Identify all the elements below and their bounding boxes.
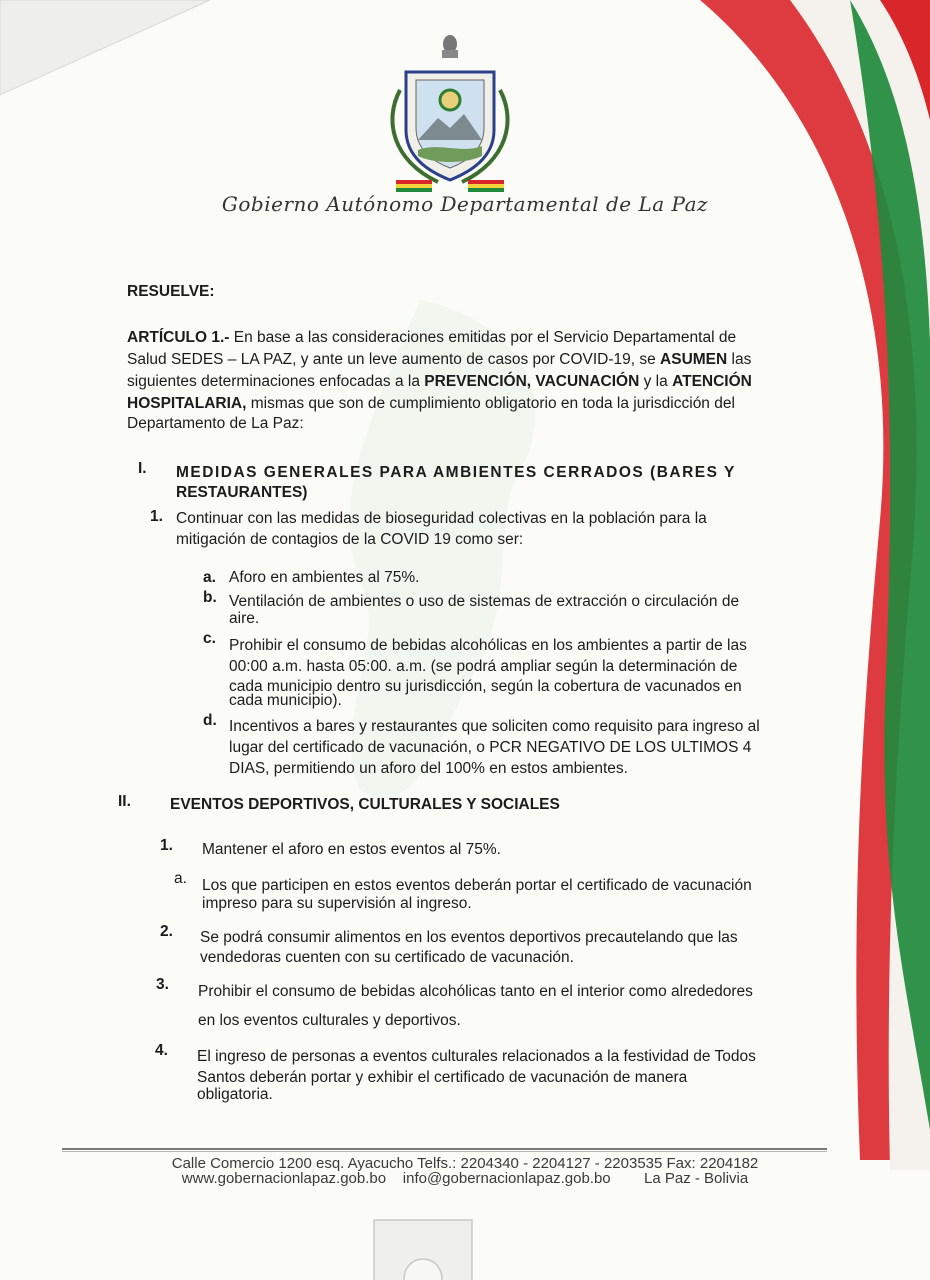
section2-item2-line2: vendedoras cuenten con su certificado de vacunación. — [200, 949, 574, 966]
article-label: ARTÍCULO 1.- — [127, 329, 230, 346]
subitem-a-line1: Aforo en ambientes al 75%. — [229, 569, 420, 586]
section2-item4-line3: obligatoria. — [197, 1086, 273, 1103]
section1-numeral: I. — [138, 460, 147, 477]
footer-address: Calle Comercio 1200 esq. Ayacucho Telfs.: 2204340 - 2204127 - 2203535 Fax: 2204182 — [171, 1155, 759, 1172]
article-line-1: ARTÍCULO 1.- En base a las consideraciones emitidas por el Servicio Departamental de — [127, 329, 737, 346]
article-line-4: HOSPITALARIA, mismas que son de cumplimiento obligatorio en toda la jurisdicción del — [127, 395, 735, 412]
subitem-c-line4: cada municipio). — [229, 692, 342, 709]
footer-website: www.gobernacionlapaz.gob.bo — [181, 1170, 387, 1187]
section2-item4-number: 4. — [155, 1042, 168, 1059]
subitem-c-label: c. — [203, 630, 216, 647]
subitem-a-label: a. — [203, 569, 216, 586]
subitem-b-label: b. — [203, 589, 217, 606]
section2-item1-line1: Mantener el aforo en estos eventos al 75%. — [202, 841, 501, 858]
section2-title: EVENTOS DEPORTIVOS, CULTURALES Y SOCIALES — [170, 796, 560, 813]
subitem-d-line3: DIAS, permitiendo un aforo del 100% en estos ambientes. — [229, 760, 628, 777]
subitem-d-line2: lugar del certificado de vacunación, o PCR NEGATIVO DE LOS ULTIMOS 4 — [229, 739, 752, 756]
page-fold — [0, 0, 210, 95]
subitem-c-line2: 00:00 a.m. hasta 05:00. a.m. (se podrá ampliar según la determinación de — [229, 658, 738, 675]
article-line-2: Salud SEDES – LA PAZ, y ante un leve aumento de casos por COVID-19, se ASUMEN las — [127, 351, 752, 368]
section2-item4-line1: El ingreso de personas a eventos culturales relacionados a la festividad de Todos — [197, 1048, 756, 1065]
section1-item1-number: 1. — [150, 508, 163, 525]
section2-item4-line2: Santos deberán portar y exhibir el certificado de vacunación de manera — [197, 1069, 688, 1086]
resolve-heading: RESUELVE: — [127, 283, 215, 300]
section2-item1-number: 1. — [160, 837, 173, 854]
section2-item3-line2: en los eventos culturales y deportivos. — [198, 1012, 461, 1029]
footer-city: La Paz - Bolivia — [644, 1170, 749, 1187]
article-line-5: Departamento de La Paz: — [127, 415, 304, 432]
subitem-d-label: d. — [203, 712, 217, 729]
government-letterhead: Gobierno Autónomo Departamental de La Paz — [221, 192, 709, 216]
subitem-b-line1: Ventilación de ambientes o uso de sistemas de extracción o circulación de — [229, 593, 740, 610]
section1-title-line2: RESTAURANTES) — [176, 484, 308, 501]
section1-title-line1: MEDIDAS GENERALES PARA AMBIENTES CERRADOS (BARES Y — [176, 464, 736, 481]
subitem-b-line2: aire. — [229, 610, 260, 627]
section1-item1-line2: mitigación de contagios de la COVID 19 como ser: — [176, 531, 524, 548]
section2-item-a-line1: Los que participen en estos eventos deberán portar el certificado de vacunación — [202, 877, 752, 894]
section2-item3-line1: Prohibir el consumo de bebidas alcohólicas tanto en el interior como alrededores — [198, 983, 753, 1000]
footer-contact — [0, 1170, 930, 1188]
section2-item3-number: 3. — [156, 976, 169, 993]
coat-of-arms-logo — [378, 30, 523, 195]
section2-numeral: II. — [118, 793, 131, 810]
footer-email: info@gobernacionlapaz.gob.bo — [402, 1170, 611, 1187]
subitem-c-line1: Prohibir el consumo de bebidas alcohólicas en los ambientes a partir de las — [229, 637, 747, 654]
binder-tab — [368, 1212, 478, 1280]
article-line-3: siguientes determinaciones enfocadas a la PREVENCIÓN, VACUNACIÓN y la ATENCIÓN — [127, 373, 752, 390]
subitem-c-line3: cada municipio dentro su jurisdicción, según la cobertura de vacunados en — [229, 678, 742, 695]
section2-item2-line1: Se podrá consumir alimentos en los eventos deportivos precautelando que las — [200, 929, 738, 946]
subitem-d-line1: Incentivos a bares y restaurantes que soliciten como requisito para ingreso al — [229, 718, 760, 735]
footer-divider-thin — [62, 1151, 827, 1152]
footer-divider — [62, 1148, 827, 1150]
section2-item-a-number: a. — [174, 870, 187, 887]
section2-item-a-line2: impreso para su supervisión al ingreso. — [202, 895, 472, 912]
section2-item2-number: 2. — [160, 923, 173, 940]
section1-item1-line1: Continuar con las medidas de bioseguridad colectivas en la población para la — [176, 510, 707, 527]
